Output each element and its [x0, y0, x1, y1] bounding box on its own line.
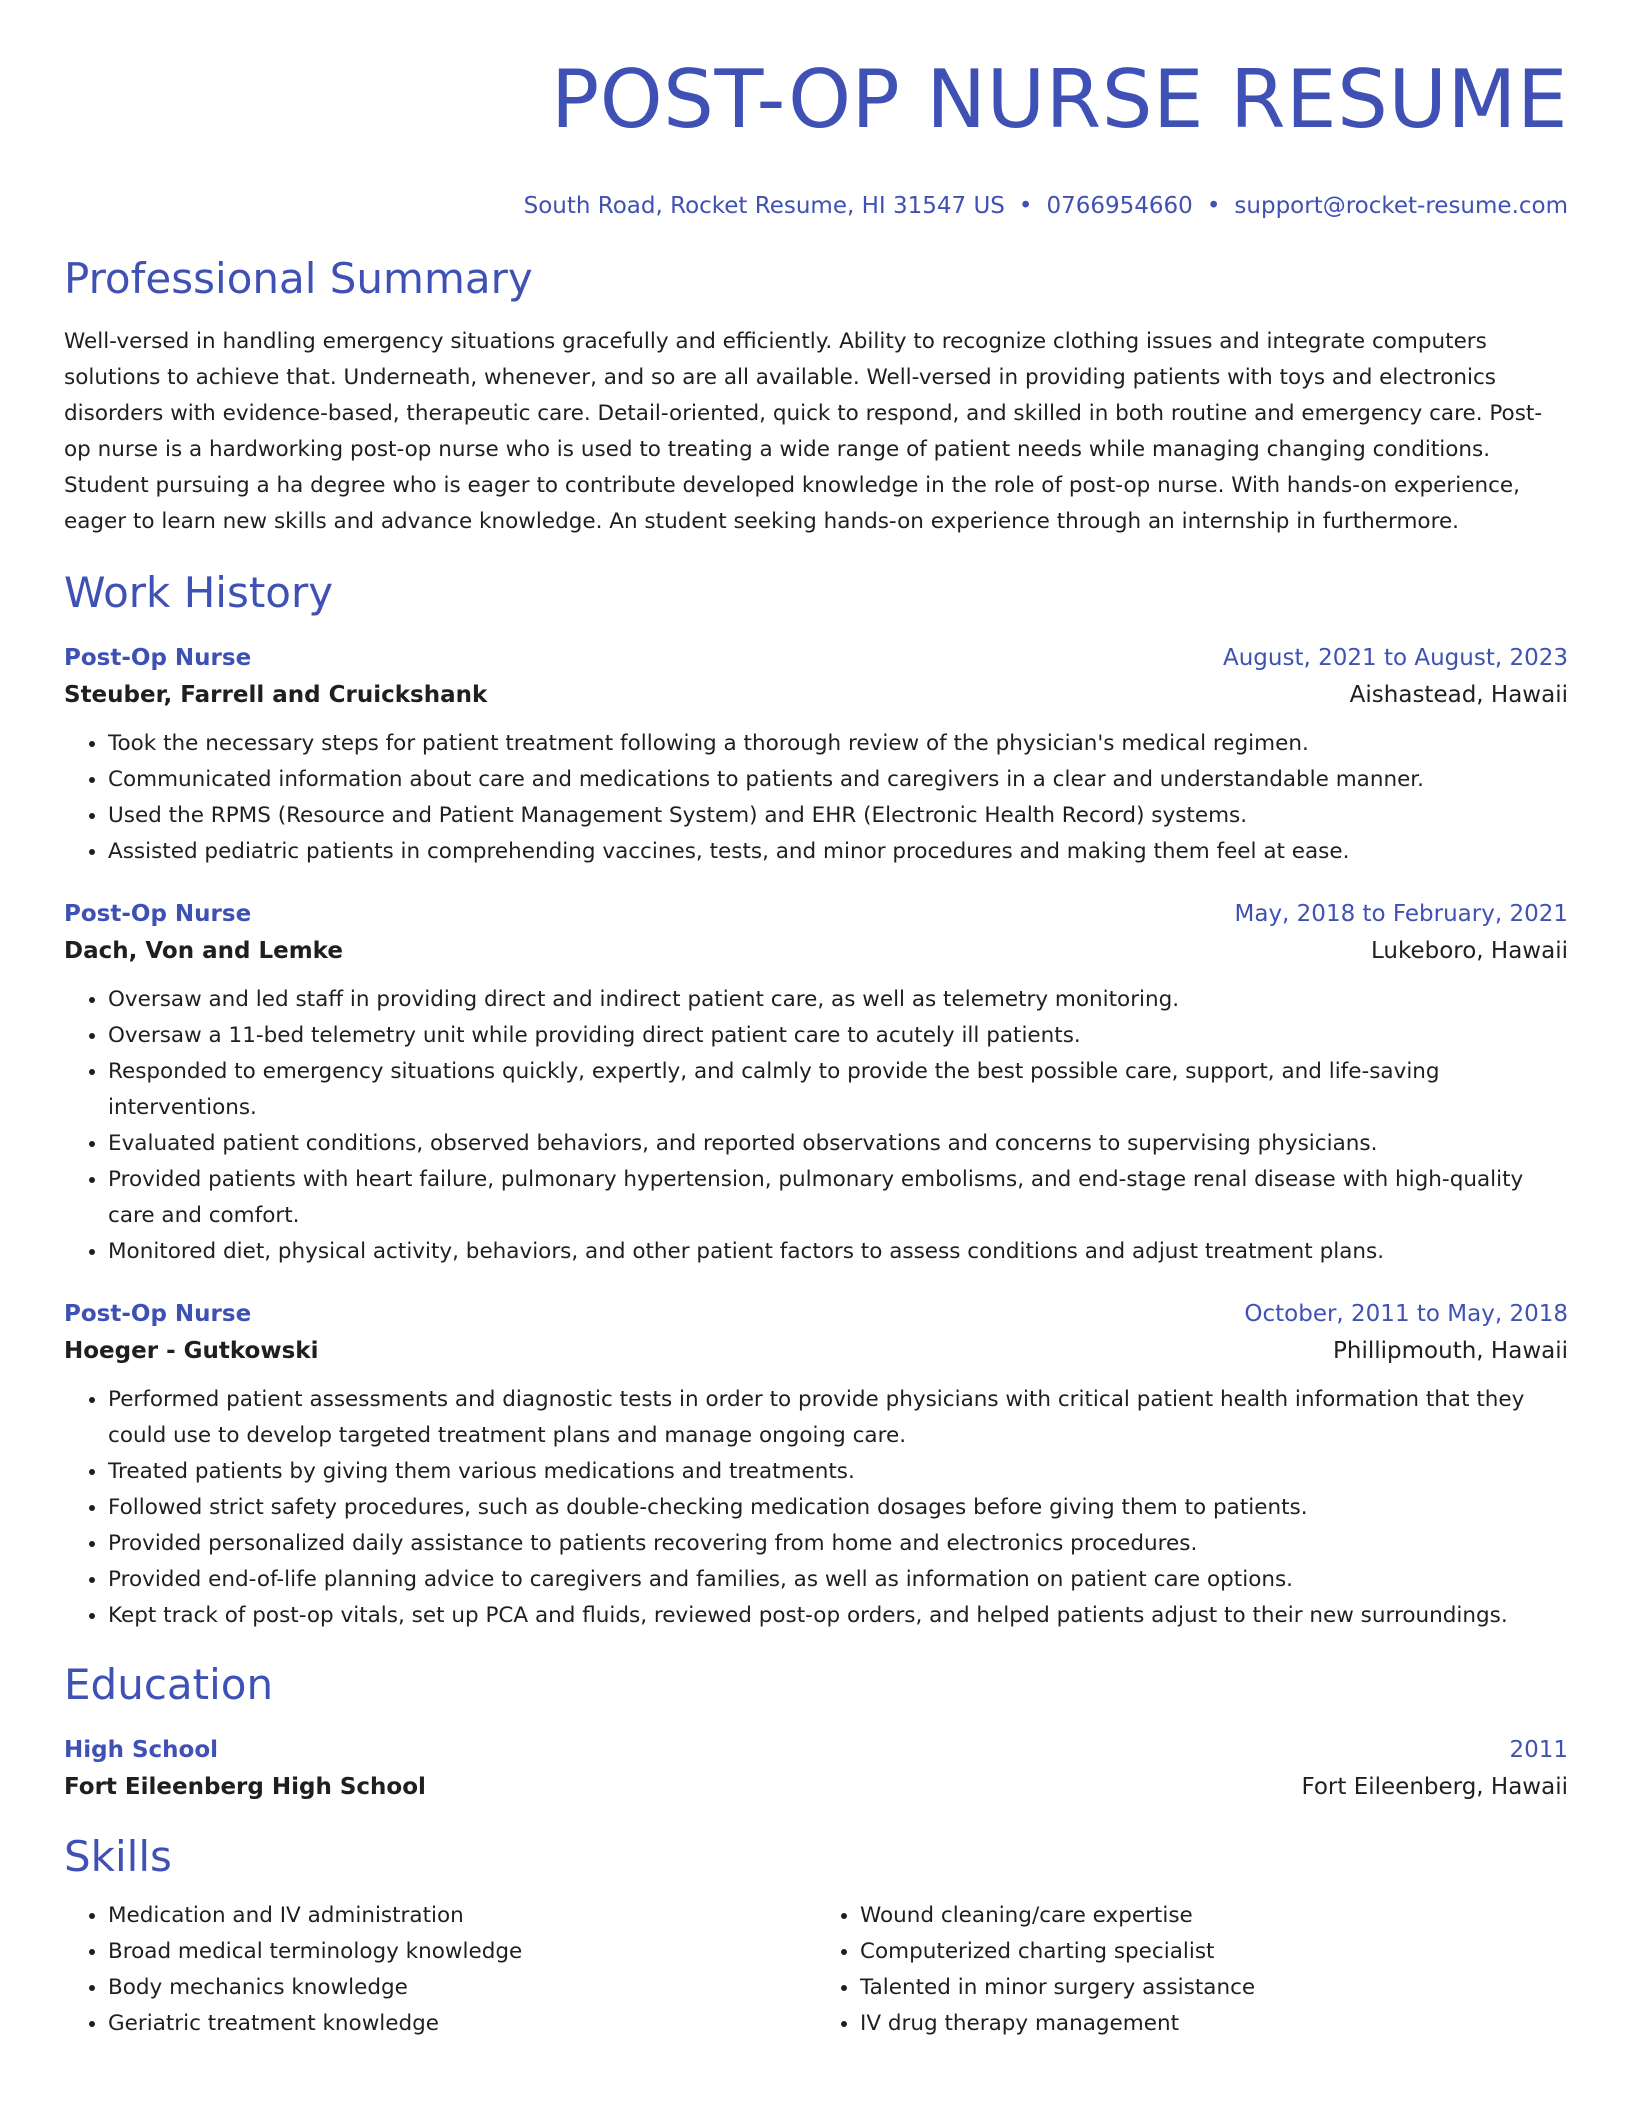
work-history-heading: Work History: [64, 568, 334, 617]
contact-address: South Road, Rocket Resume, HI 31547 US: [523, 193, 1005, 219]
skills-column-left: [64, 1898, 816, 2042]
skills-list: [64, 1898, 816, 2042]
job-bullet: • Kept track of post-op vitals, set up PCA and fluids, reviewed post-op orders, and helped patients adjust to their new surroundings.: [108, 1598, 1568, 1634]
education-school-row: [64, 1768, 1568, 1806]
job-bullet: • Provided personalized daily assistance to patients recovering from home and electronics procedures.: [108, 1526, 1568, 1562]
job-bullet: • Provided end-of-life planning advice to caregivers and families, as well as information on patient care options.: [108, 1562, 1568, 1598]
job-bullet: • Treated patients by giving them various medications and treatments.: [108, 1454, 1568, 1490]
education-degree: High School: [64, 1737, 219, 1763]
contact-separator: •: [1018, 193, 1033, 219]
resume-title: POST-OP NURSE RESUME: [550, 53, 1568, 146]
job-role: Post-Op Nurse: [64, 645, 252, 671]
job-company: Hoeger - Gutkowski: [64, 1338, 319, 1364]
summary-text: Well-versed in handling emergency situations gracefully and efficiently. Ability to recognize clothing issues and integrate computers solutions to achieve that. Underneath, whenever, and so are all available. Well-versed in providing patients with toys and electronics disorders with evidence-based, therapeutic care. Detail-oriented, quick to respond, and skilled in both routine and emergency care. Post-op nurse is a hardworking post-op nurse who is used to treating a wide range of patient needs while managing changing conditions. Student pursuing a ha degree who is eager to contribute developed knowledge in the role of post-op nurse. With hands-on experience, eager to learn new skills and advance knowledge. An student seeking hands-on experience through an internship in furthermore.: [64, 329, 1543, 534]
job-location: Lukeboro, Hawaii: [1370, 938, 1568, 964]
contact-phone: 0766954660: [1046, 193, 1193, 219]
skills-heading: Skills: [64, 1832, 172, 1881]
skill-item: • Broad medical terminology knowledge: [108, 1934, 816, 1970]
job-company-row: [64, 676, 1568, 714]
job-bullet: • Evaluated patient conditions, observed behaviors, and reported observations and concerns to supervising physicians.: [108, 1126, 1568, 1162]
work-history-section: [64, 568, 1568, 1634]
summary-heading: Professional Summary: [64, 254, 533, 303]
resume-header: [64, 52, 1568, 220]
job-bullet: • Used the RPMS (Resource and Patient Management System) and EHR (Electronic Health Record) systems.: [108, 798, 1568, 834]
job-entry: [64, 640, 1568, 870]
skills-grid: [64, 1898, 1568, 2042]
job-company-row: [64, 1332, 1568, 1370]
job-location: Aishastead, Hawaii: [1349, 682, 1568, 708]
skill-item: • Wound cleaning/care expertise: [860, 1898, 1568, 1934]
job-bullet: • Oversaw and led staff in providing direct and indirect patient care, as well as telemetry monitoring.: [108, 982, 1568, 1018]
job-role: Post-Op Nurse: [64, 901, 252, 927]
job-role: Post-Op Nurse: [64, 1301, 252, 1327]
contact-email[interactable]: support@rocket-resume.com: [1234, 193, 1568, 219]
job-company: Dach, Von and Lemke: [64, 938, 343, 964]
job-bullet: • Provided patients with heart failure, pulmonary hypertension, pulmonary embolisms, and end-stage renal disease with high-quality care and comfort.: [108, 1162, 1568, 1234]
skill-item: • Medication and IV administration: [108, 1898, 816, 1934]
job-company-row: [64, 932, 1568, 970]
job-bullet: • Followed strict safety procedures, such as double-checking medication dosages before giving them to patients.: [108, 1490, 1568, 1526]
job-bullet: • Assisted pediatric patients in comprehending vaccines, tests, and minor procedures and making them feel at ease.: [108, 834, 1568, 870]
job-bullet: • Took the necessary steps for patient treatment following a thorough review of the physician's medical regimen.: [108, 726, 1568, 762]
job-bullet: • Oversaw a 11-bed telemetry unit while providing direct patient care to acutely ill patients.: [108, 1018, 1568, 1054]
summary-section: [64, 254, 1568, 540]
job-company: Steuber, Farrell and Cruickshank: [64, 682, 488, 708]
skills-section: [64, 1832, 1568, 2042]
job-bullet: • Communicated information about care and medications to patients and caregivers in a clear and understandable manner.: [108, 762, 1568, 798]
skill-item: • Talented in minor surgery assistance: [860, 1970, 1568, 2006]
education-heading: Education: [64, 1660, 274, 1709]
job-bullet: • Performed patient assessments and diagnostic tests in order to provide physicians with critical patient health information that they could use to develop targeted treatment plans and manage ongoing care.: [108, 1382, 1568, 1454]
job-header-row: [64, 1296, 1568, 1332]
skill-item: • Computerized charting specialist: [860, 1934, 1568, 1970]
skill-item: • IV drug therapy management: [860, 2006, 1568, 2042]
job-dates: October, 2011 to May, 2018: [1244, 1301, 1568, 1327]
education-school: Fort Eileenberg High School: [64, 1774, 426, 1800]
education-section: [64, 1660, 1568, 1806]
job-header-row: [64, 896, 1568, 932]
education-year: 2011: [1509, 1737, 1568, 1763]
contact-separator: •: [1206, 193, 1221, 219]
skill-item: • Geriatric treatment knowledge: [108, 2006, 816, 2042]
job-dates: August, 2021 to August, 2023: [1223, 645, 1568, 671]
skills-list: [816, 1898, 1568, 2042]
job-entry: [64, 1296, 1568, 1634]
job-entry: [64, 896, 1568, 1270]
contact-line: [64, 192, 1568, 220]
job-dates: May, 2018 to February, 2021: [1234, 901, 1568, 927]
job-location: Phillipmouth, Hawaii: [1333, 1338, 1568, 1364]
skill-item: • Body mechanics knowledge: [108, 1970, 816, 2006]
job-bullet: • Monitored diet, physical activity, behaviors, and other patient factors to assess conditions and adjust treatment plans.: [108, 1234, 1568, 1270]
job-bullets: [64, 726, 1568, 870]
job-bullet: • Responded to emergency situations quickly, expertly, and calmly to provide the best possible care, support, and life-saving interventions.: [108, 1054, 1568, 1126]
job-bullets: [64, 1382, 1568, 1634]
education-entry: [64, 1732, 1568, 1806]
education-header-row: [64, 1732, 1568, 1768]
job-header-row: [64, 640, 1568, 676]
education-location: Fort Eileenberg, Hawaii: [1301, 1774, 1568, 1800]
job-bullets: [64, 982, 1568, 1270]
skills-column-right: [816, 1898, 1568, 2042]
